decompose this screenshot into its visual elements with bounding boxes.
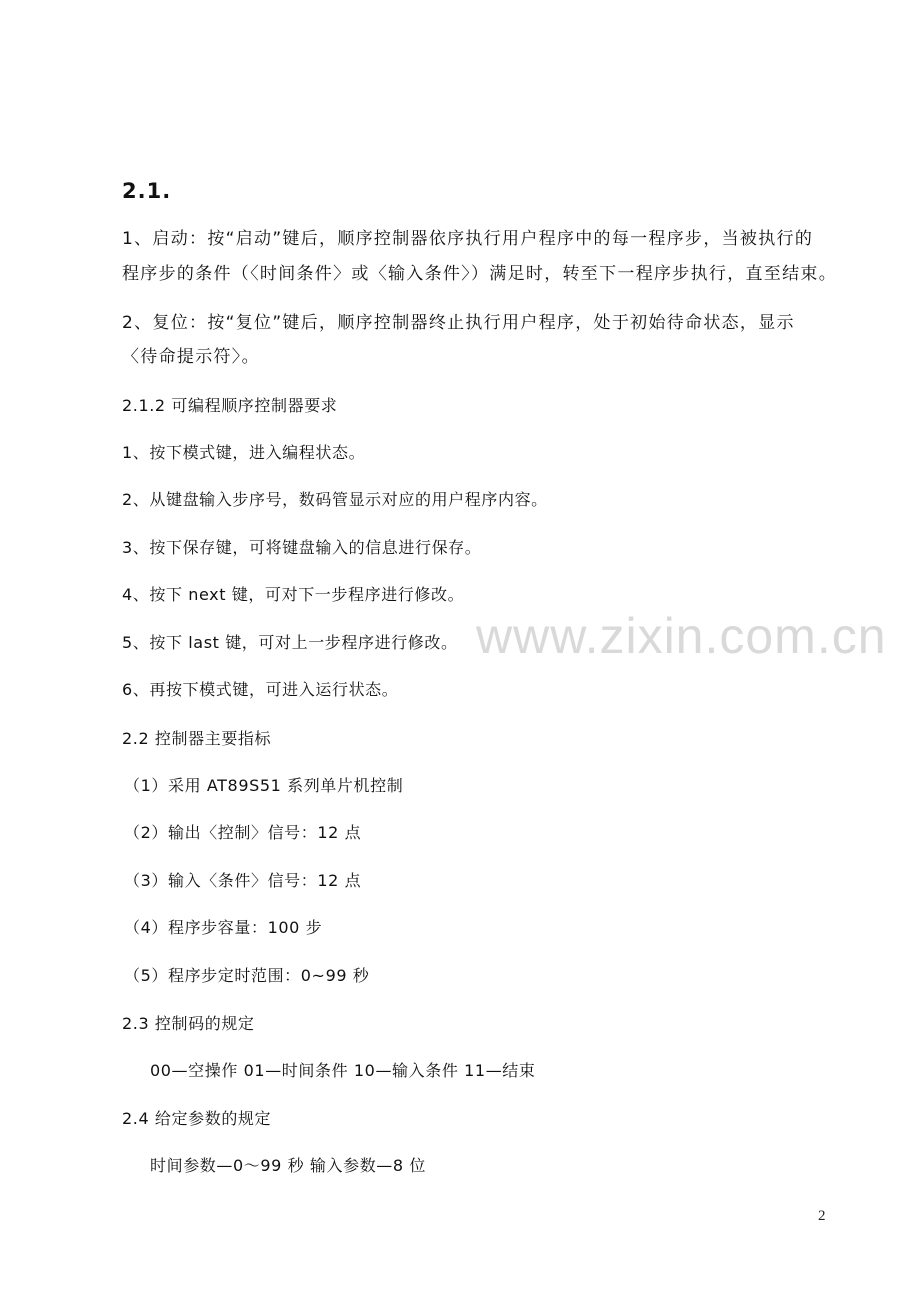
subheading: 2.2 控制器主要指标 — [122, 729, 272, 748]
subheading: 2.4 给定参数的规定 — [122, 1109, 272, 1128]
list-item: 3、按下保存键，可将键盘输入的信息进行保存。 — [122, 538, 482, 557]
list-item: 6、再按下模式键，可进入运行状态。 — [122, 680, 399, 699]
list-item: 1、按下模式键，进入编程状态。 — [122, 443, 366, 462]
paragraph-line: 2、复位：按“复位”键后，顺序控制器终止执行用户程序，处于初始待命状态，显示 — [122, 313, 795, 333]
subheading: 2.1.2 可编程顺序控制器要求 — [122, 396, 338, 415]
page-number: 2 — [818, 1208, 826, 1224]
list-item: 2、从键盘输入步序号，数码管显示对应的用户程序内容。 — [122, 490, 548, 509]
list-item: （4）程序步容量：100 步 — [124, 918, 323, 937]
list-item: （1）采用 AT89S51 系列单片机控制 — [124, 776, 404, 795]
control-codes-line: 00—空操作 01—时间条件 10—输入条件 11—结束 — [150, 1061, 536, 1080]
list-item: 4、按下 next 键，可对下一步程序进行修改。 — [122, 585, 465, 604]
list-item: 5、按下 last 键，可对上一步程序进行修改。 — [122, 633, 458, 652]
list-item: （5）程序步定时范围：0~99 秒 — [124, 966, 370, 985]
list-item: （2）输出〈控制〉信号：12 点 — [124, 823, 362, 842]
paragraph-line: 〈待命提示符〉。 — [122, 347, 260, 367]
paragraph-line: 1、启动：按“启动”键后，顺序控制器依序执行用户程序中的每一程序步，当被执行的 — [122, 229, 814, 249]
list-item: （3）输入〈条件〉信号：12 点 — [124, 871, 362, 890]
subheading: 2.3 控制码的规定 — [122, 1014, 255, 1033]
section-heading: 2.1. — [122, 179, 172, 203]
paragraph-line: 程序步的条件（〈时间条件〉或〈输入条件〉）满足时，转至下一程序步执行，直至结束。 — [122, 264, 837, 284]
watermark: www.zixin.com.cn — [476, 608, 887, 664]
param-rules-line: 时间参数—0～99 秒 输入参数—8 位 — [150, 1156, 426, 1175]
